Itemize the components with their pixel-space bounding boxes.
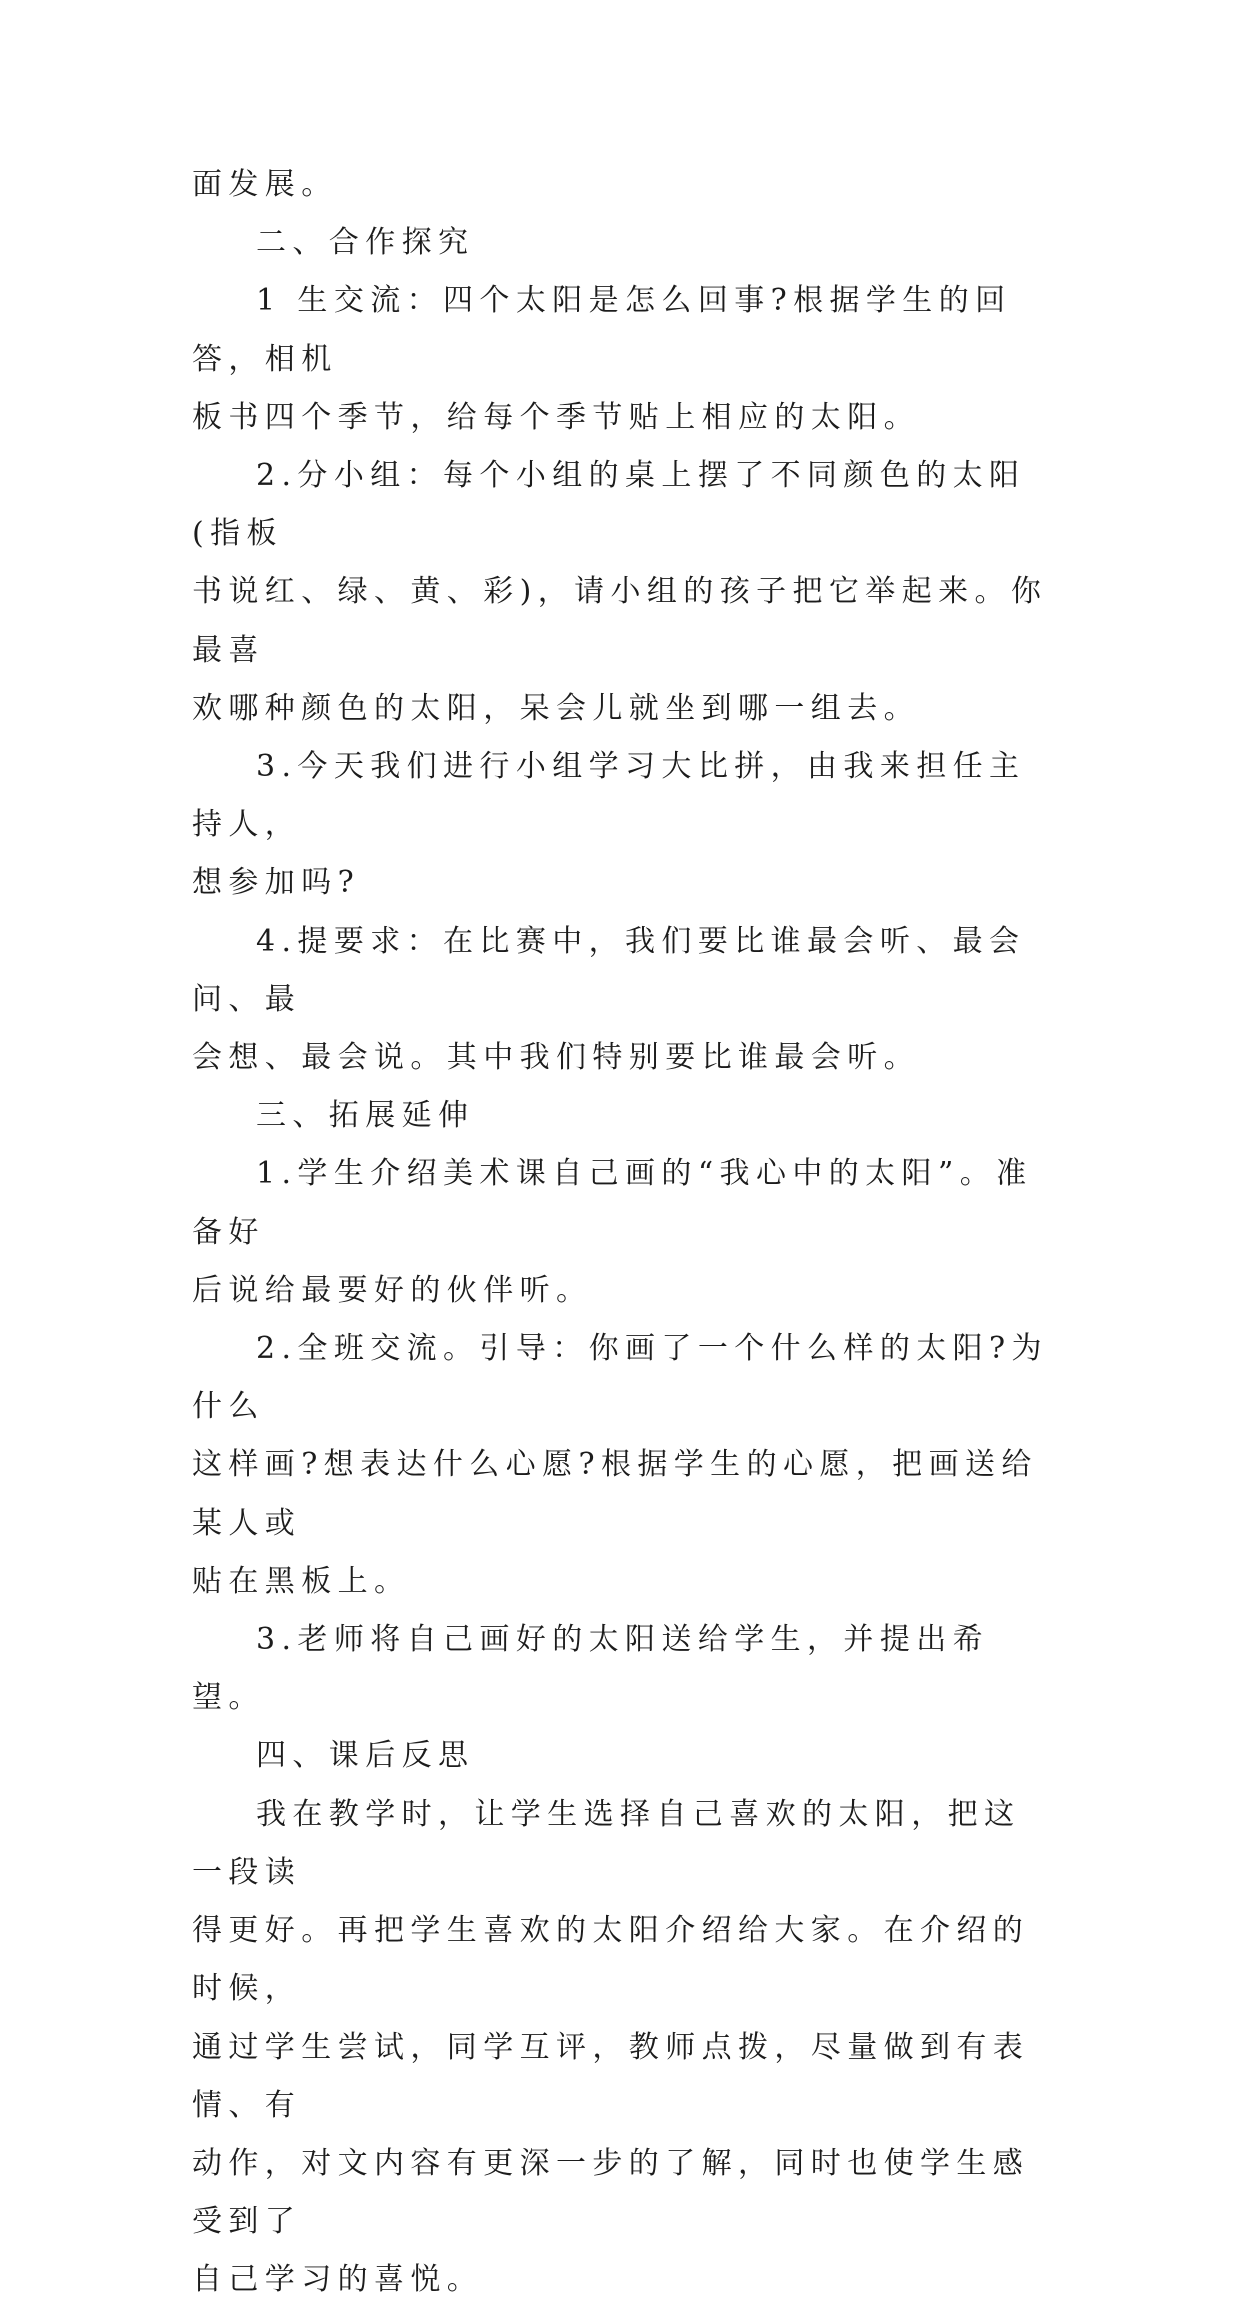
text-line: 1 生交流：四个太阳是怎么回事?根据学生的回答，相机 [192,283,1012,377]
text-line: 2.分小组：每个小组的桌上摆了不同颜色的太阳(指板 [192,458,1026,552]
text-line: 3.老师将自己画好的太阳送给学生，并提出希望。 [192,1622,990,1716]
text-line: 动作，对文内容有更深一步的了解，同时也使学生感受到了 [192,2145,1030,2240]
section-heading: 四、课后反思 [256,1738,475,1774]
section-heading: 三、拓展延伸 [256,1098,475,1134]
text-line: 这样画?想表达什么心愿?根据学生的心愿，把画送给某人或 [192,1447,1038,1541]
text-line: 面发展。 [192,167,338,202]
text-line: 通过学生尝试，同学互评，教师点拨，尽量做到有表情、有 [192,2029,1030,2123]
text-line: 4.提要求：在比赛中，我们要比谁最会听、最会问、最 [192,923,1026,1017]
text-line: 我在教学时，让学生选择自己喜欢的太阳，把这一段读 [192,1796,1021,1890]
text-line: 欢哪种颜色的太阳，呆会儿就坐到哪一组去。 [192,690,920,726]
text-line: 得更好。再把学生喜欢的太阳介绍给大家。在介绍的时候， [192,1913,1030,2007]
text-line: 会想、最会说。其中我们特别要比谁最会听。 [192,1040,920,1076]
text-line: 板书四个季节，给每个季节贴上相应的太阳。 [192,399,920,435]
section-heading: 二、合作探究 [256,225,475,261]
text-line: 2.全班交流。引导：你画了一个什么样的太阳?为什么 [192,1331,1048,1425]
text-line: 1.学生介绍美术课自己画的“我心中的太阳”。准备好 [192,1156,1033,1250]
text-line: 贴在黑板上。 [192,1563,411,1599]
document-body [192,156,1052,2310]
text-line: 想参加吗? [192,865,361,901]
text-line: 自己学习的喜悦。 [192,2262,484,2298]
text-line: 3.今天我们进行小组学习大比拼，由我来担任主持人， [192,749,1026,843]
text-line: 后说给最要好的伙伴听。 [192,1272,593,1308]
text-line: 书说红、绿、黄、彩)，请小组的孩子把它举起来。你最喜 [192,574,1048,668]
